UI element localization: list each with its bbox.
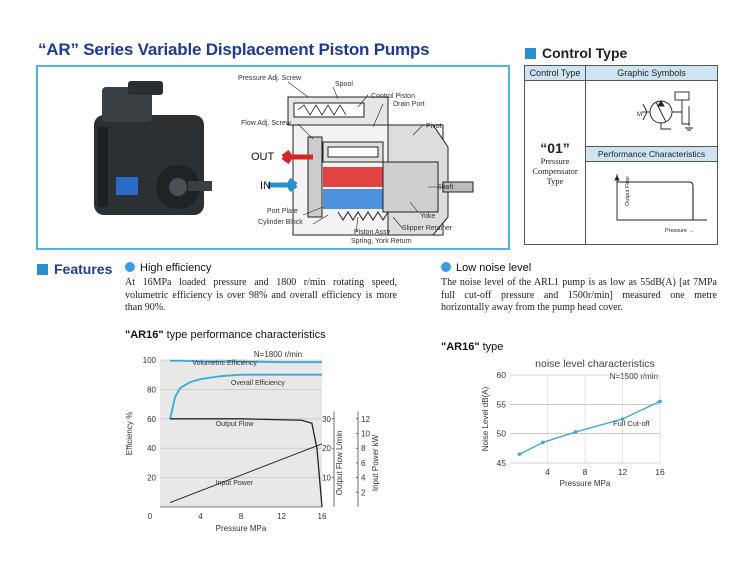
label-shaft: Shaft	[437, 184, 454, 191]
noise-chart-title: "AR16" type	[441, 341, 504, 353]
perf-chart-title: "AR16" type performance characteristics	[125, 329, 326, 341]
y-tick-label: 60	[496, 370, 506, 380]
x-tick-label: 16	[655, 467, 665, 477]
noise-point	[574, 430, 578, 434]
col-header-graphic-symbols: Graphic Symbols	[586, 66, 717, 81]
label-control-piston: Control Piston	[371, 93, 415, 100]
y-axis-label: Noise Level dB(A)	[481, 386, 490, 452]
pump-diagram-panel	[36, 65, 510, 250]
square-bullet-icon	[525, 48, 536, 59]
performance-chart	[120, 345, 420, 535]
y-axis-label: Efficiency %	[125, 411, 134, 456]
label-piston-assy: Piston Assy	[354, 229, 391, 236]
high-efficiency-text: At 16MPa loaded pressure and 1800 r/min rotating speed, volumetric efficiency is over 98% and overall efficiency is more than 90%.	[125, 277, 397, 313]
label-pivot: Pivot	[426, 123, 442, 130]
col-header-control-type: Control Type	[525, 66, 586, 81]
low-noise-text: The noise level of the ARL1 pump is as low as 55dB(A) [at 7MPa full cut-off pressure and 1500r/min] measured one metre horizontally away from the pump head cover.	[441, 277, 717, 313]
power-tick-label: 2	[361, 488, 366, 498]
label-pressure-adj-screw: Pressure Adj. Screw	[238, 75, 302, 82]
pump-cross-section	[38, 67, 508, 248]
label-out: OUT	[251, 151, 275, 163]
noise-point	[541, 441, 545, 445]
y-tick-label: 20	[147, 473, 156, 483]
noise-plot-title: noise level characteristics	[535, 358, 655, 370]
square-bullet-icon	[37, 264, 48, 275]
chart-annotation: N=1800 r/min	[253, 350, 303, 359]
x-tick-label: 12	[617, 467, 628, 477]
low-noise-title: Low noise level	[441, 262, 531, 274]
y-tick-label: 55	[496, 399, 506, 410]
series-label: Overall Efficiency	[230, 379, 285, 387]
x-tick-label: 4	[545, 467, 550, 477]
performance-chart-plot	[125, 350, 380, 533]
flow-tick-label: 10	[322, 473, 331, 483]
control-name: Pressure Compensator Type	[532, 156, 578, 186]
label-flow-adj-screw: Flow Adj. Screw	[241, 120, 291, 127]
perf-mini-chart	[603, 166, 713, 238]
x-tick-label: 12	[277, 512, 286, 521]
x-tick-label: 8	[582, 467, 588, 477]
y-tick-label: 40	[147, 444, 156, 454]
flow-axis-label: Output Flow L/min	[335, 430, 344, 496]
label-spool: Spool	[335, 81, 353, 88]
label-yoke: Yoke	[420, 213, 436, 220]
chart-annotation: N=1500 r/min	[609, 372, 658, 381]
label-slipper-retainer: Slipper Retainer	[402, 225, 453, 232]
x-axis-label: Pressure MPa	[215, 524, 267, 533]
page-title: “AR” Series Variable Displacement Piston Pumps	[38, 40, 430, 59]
label-drain-port: Drain Port	[393, 101, 425, 108]
series-label: Output Flow	[215, 421, 254, 429]
column-divider	[585, 81, 586, 244]
flow-tick-label: 30	[322, 414, 331, 424]
circle-bullet-icon	[125, 262, 135, 272]
section-drawing	[238, 75, 473, 245]
noise-chart	[470, 355, 690, 495]
power-tick-label: 10	[361, 429, 370, 439]
control-code: “01”	[540, 140, 570, 156]
label-spring-york-return: Spring, York Return	[351, 238, 412, 245]
y-tick-label: 50	[496, 428, 506, 439]
x-tick-label: 0	[147, 512, 153, 521]
flow-tick-label: 20	[322, 444, 331, 454]
power-tick-label: 6	[361, 458, 366, 468]
mini-ylabel: Output Flow	[625, 176, 631, 206]
perf-characteristics-header: Performance Characteristics	[586, 146, 717, 162]
series-label: Full Cut-off	[613, 419, 650, 429]
label-cylinder-block: Cylinder Block	[258, 219, 303, 226]
power-tick-label: 8	[361, 444, 366, 454]
pressure-compensator-symbol	[625, 84, 705, 132]
series-label: Volumetric Efficiency	[192, 360, 257, 368]
symbol-m-label: M	[637, 112, 642, 118]
noise-point	[658, 400, 662, 404]
noise-chart-plot	[481, 358, 665, 488]
y-tick-label: 45	[496, 458, 506, 468]
label-port-plate: Port Plate	[267, 208, 298, 215]
high-efficiency-title: High efficiency	[125, 262, 211, 274]
power-tick-label: 12	[361, 414, 370, 424]
x-axis-label: Pressure MPa	[559, 479, 611, 488]
power-tick-label: 4	[361, 473, 366, 483]
power-axis-label: Input Power kW	[371, 434, 380, 492]
noise-point	[518, 452, 522, 456]
features-heading: Features	[37, 261, 112, 277]
y-tick-label: 60	[147, 414, 156, 424]
y-tick-label: 100	[142, 356, 156, 365]
x-tick-label: 16	[317, 512, 327, 521]
control-type-heading: Control Type	[525, 45, 627, 61]
x-tick-label: 8	[238, 512, 244, 521]
control-type-table	[524, 65, 718, 245]
mini-xlabel: Pressure →	[665, 228, 695, 234]
series-label: Input Power	[215, 479, 254, 487]
circle-bullet-icon	[441, 262, 451, 272]
label-in: IN	[260, 180, 271, 192]
pump-photo	[94, 81, 212, 215]
x-tick-label: 4	[198, 512, 203, 521]
y-tick-label: 80	[147, 385, 156, 395]
